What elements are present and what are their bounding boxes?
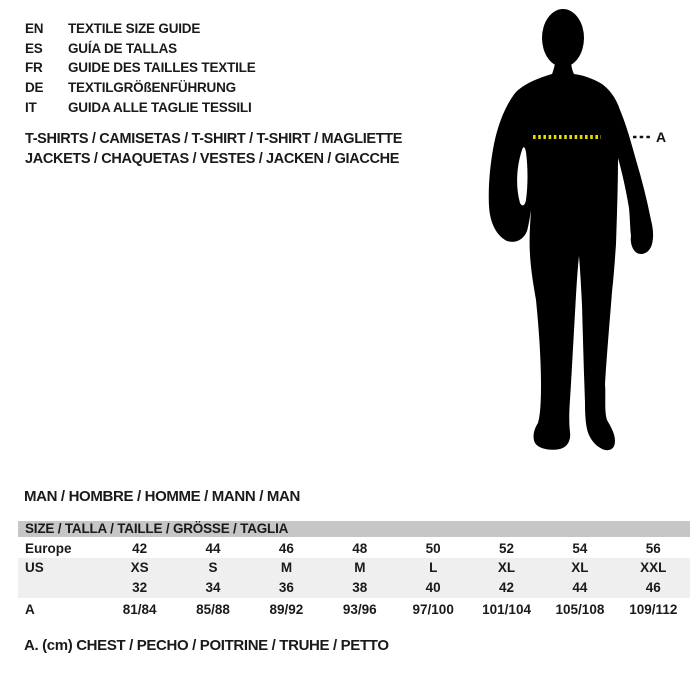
size-cell: 32 xyxy=(132,580,148,595)
language-row-fr xyxy=(25,58,256,78)
size-cell: 48 xyxy=(352,541,368,556)
size-cell: 101/104 xyxy=(482,602,531,617)
size-cell: 44 xyxy=(205,541,221,556)
size-cell: 52 xyxy=(499,541,515,556)
size-cell: 93/96 xyxy=(342,602,377,617)
row-label: US xyxy=(25,560,44,575)
language-row-es xyxy=(25,39,256,59)
size-cell: 42 xyxy=(132,541,148,556)
size-cell: M xyxy=(280,560,293,575)
garment-categories xyxy=(25,129,402,169)
language-code: DE xyxy=(25,80,44,96)
size-cell: 105/108 xyxy=(555,602,605,617)
category-jackets: JACKETS / CHAQUETAS / VESTES / JACKEN / GIACCHE xyxy=(25,151,400,167)
size-cell: 81/84 xyxy=(122,602,157,617)
size-cell: 40 xyxy=(425,580,441,595)
table-row-us xyxy=(18,558,690,578)
size-cell: XL xyxy=(497,560,516,575)
language-row-it xyxy=(25,98,256,118)
size-cell: 54 xyxy=(572,541,588,556)
size-cell: XS xyxy=(130,560,149,575)
size-cell: 56 xyxy=(645,541,661,556)
size-table-header: SIZE / TALLA / TAILLE / GRÖSSE / TAGLIA xyxy=(18,521,690,537)
language-code: ES xyxy=(25,40,43,56)
size-cell: 44 xyxy=(572,580,588,595)
size-cell: 34 xyxy=(205,580,221,595)
size-cell: 50 xyxy=(425,541,441,556)
size-cell: 42 xyxy=(499,580,515,595)
shaded-band xyxy=(18,558,690,598)
language-code: IT xyxy=(25,99,37,115)
row-label xyxy=(18,578,103,598)
size-cell: 89/92 xyxy=(269,602,304,617)
category-tshirts: T-SHIRTS / CAMISETAS / T-SHIRT / T-SHIRT / MAGLIETTE xyxy=(25,131,403,147)
size-cell: XXL xyxy=(640,560,667,575)
size-cell: M xyxy=(354,560,366,575)
size-cell: XL xyxy=(571,560,589,575)
size-cell: 97/100 xyxy=(412,602,454,617)
size-cell: 109/112 xyxy=(629,602,678,617)
table-row-numeric xyxy=(18,578,690,598)
language-list xyxy=(25,19,256,118)
silhouette-head xyxy=(542,9,584,67)
language-code: FR xyxy=(25,60,43,76)
size-cell: L xyxy=(429,560,438,575)
language-label: GUIDA ALLE TAGLIE TESSILI xyxy=(68,99,252,115)
size-cell: 38 xyxy=(352,580,368,595)
silhouette-body xyxy=(489,60,653,450)
size-cell: 36 xyxy=(278,580,294,595)
man-silhouette-figure xyxy=(470,0,670,470)
size-cell: 46 xyxy=(278,541,294,556)
row-label: A xyxy=(25,602,35,617)
table-row-chest xyxy=(18,598,690,619)
size-table xyxy=(18,521,690,619)
size-cell: 85/88 xyxy=(196,602,230,617)
language-row-en xyxy=(25,19,256,39)
row-label: Europe xyxy=(25,541,72,556)
section-title-man: MAN / HOMBRE / HOMME / MANN / MAN xyxy=(24,488,300,505)
language-label: GUÍA DE TALLAS xyxy=(68,40,177,56)
language-label: TEXTILGRÖßENFÜHRUNG xyxy=(68,80,236,96)
measurement-footnote: A. (cm) CHEST / PECHO / POITRINE / TRUHE / PETTO xyxy=(24,637,389,654)
language-row-de xyxy=(25,78,256,98)
language-code: EN xyxy=(25,21,44,36)
size-cell: 46 xyxy=(645,580,661,595)
man-silhouette xyxy=(470,0,670,470)
table-row-europe xyxy=(18,537,690,558)
language-label: GUIDE DES TAILLES TEXTILE xyxy=(68,60,256,76)
measurement-label-a: A xyxy=(656,129,667,145)
size-cell: S xyxy=(208,560,218,575)
language-label: TEXTILE SIZE GUIDE xyxy=(68,21,201,36)
